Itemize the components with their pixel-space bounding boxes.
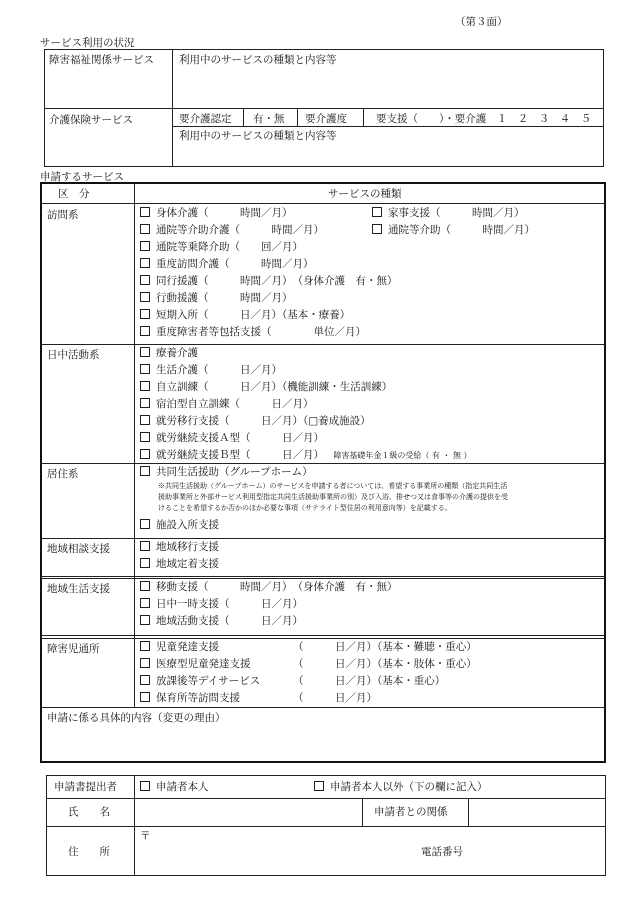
visit-row: 身体介護（ 時間／月） 家事支援（ 時間／月） (140, 205, 398, 222)
checkbox[interactable] (140, 781, 150, 791)
submitter-other-option[interactable]: 申請者本人以外（下の欄に記入） (314, 780, 488, 794)
care-level-value[interactable]: 要支援（ ）・要介護 １ ２ ３ ４ ５ (376, 113, 592, 125)
relation-label: 申請者との関係 (374, 806, 448, 818)
usage-status-title: サービス利用の状況 (40, 37, 135, 49)
change-reason-field[interactable] (42, 726, 604, 761)
day-row: 自立訓練（ 日／月）（機能訓練・生活訓練） (140, 379, 472, 396)
welfare-content-label: 利用中のサービスの種類と内容等 (179, 54, 337, 66)
visit-services (140, 205, 535, 341)
checkbox[interactable] (314, 781, 324, 791)
day-row: 就労継続支援Ｂ型（ 日／月） 障害基礎年金１級の受給（ 有 ・ 無 ） (140, 447, 472, 464)
category-residence: 居住系 (47, 468, 79, 480)
day-services (140, 345, 472, 464)
page-label: （第３面） (455, 16, 508, 28)
checkbox[interactable] (140, 207, 150, 217)
checkbox[interactable] (140, 598, 150, 608)
category-child-daycare: 障害児通所 (47, 643, 100, 655)
pension-note: 障害基礎年金１級の受給（ 有 ・ 無 ） (333, 451, 472, 460)
checkbox[interactable] (140, 292, 150, 302)
checkbox[interactable] (140, 641, 150, 651)
care-content-field[interactable] (173, 144, 603, 166)
care-service-label: 介護保険サービス (49, 114, 133, 126)
child-row: 医療型児童発達支援 （ 日／月）（基本・肢体・重心） (140, 656, 600, 673)
category-visit: 訪問系 (47, 209, 79, 221)
day-row: 療養介護 (140, 345, 472, 362)
header-category: 区 分 (58, 188, 90, 200)
address-field[interactable] (150, 828, 370, 874)
welfare-service-label: 障害福祉関係サービス (49, 54, 154, 66)
care-content-label: 利用中のサービスの種類と内容等 (179, 130, 337, 142)
consult-row: 地域移行支援 (140, 539, 219, 556)
category-day-activity: 日中活動系 (47, 349, 100, 361)
care-cert-value[interactable]: 有・無 (253, 113, 285, 125)
welfare-content-field[interactable] (173, 68, 603, 107)
applied-services-title: 申請するサービス (40, 171, 124, 183)
checkbox[interactable] (140, 398, 150, 408)
group-home-note-1: ※共同生活援助（グループホーム）のサービスを申請する者については、希望する事業所の種類（指定共同生活 (158, 482, 508, 490)
change-reason-label: 申請に係る具体的内容（変更の理由） (47, 712, 226, 724)
visit-row: 通院等乗降介助（ 回／月） (140, 239, 398, 256)
phone-field[interactable] (470, 840, 600, 864)
child-row: 児童発達支援 （ 日／月）（基本・難聴・重心） (140, 639, 600, 656)
phone-label: 電話番号 (421, 846, 463, 858)
residence-services (140, 464, 508, 534)
checkbox[interactable] (140, 258, 150, 268)
checkbox[interactable] (140, 675, 150, 685)
consult-services (140, 539, 219, 573)
day-row: 宿泊型自立訓練（ 日／月） (140, 396, 472, 413)
checkbox[interactable] (140, 558, 150, 568)
day-row: 就労移行支援（ 日／月）（□養成施設） (140, 413, 472, 430)
checkbox[interactable] (140, 309, 150, 319)
group-home-note-3: けることを希望するか否かのほか必要な事項（サテライト型住居の利用意向等）を記載する。 (158, 504, 452, 512)
checkbox[interactable] (140, 241, 150, 251)
checkbox[interactable] (140, 692, 150, 702)
group-home-note-2: 援助事業所と外部サービス利用型指定共同生活援助事業所の別）及び入浴、排せつ又は食事等の介護の提供を受 (158, 493, 508, 501)
visit-row: 行動援護（ 時間／月） (140, 290, 398, 307)
relation-field[interactable] (469, 799, 605, 825)
community-services (140, 579, 398, 630)
postal-mark: 〒 (140, 830, 151, 842)
category-community-life: 地域生活支援 (47, 583, 110, 595)
address-label: 住 所 (68, 846, 110, 858)
child-services (140, 639, 600, 707)
checkbox[interactable] (140, 381, 150, 391)
checkbox[interactable] (140, 275, 150, 285)
name-label: 氏 名 (68, 806, 110, 818)
visit-row: 重度訪問介護（ 時間／月） (140, 256, 398, 273)
checkbox[interactable] (372, 207, 382, 217)
care-cert-label: 要介護認定 (179, 113, 232, 125)
checkbox[interactable] (140, 466, 150, 476)
header-service-type: サービスの種類 (328, 188, 402, 200)
checkbox[interactable] (140, 347, 150, 357)
child-row: 保育所等訪問支援 （ 日／月） (140, 690, 600, 707)
visit-row: 通院等介助介護（ 時間／月） 通院等介助（ 時間／月） (140, 222, 398, 239)
residence-row: 共同生活援助（グループホーム） (140, 464, 508, 481)
care-level-label: 要介護度 (305, 113, 347, 125)
visit-row: 同行援護（ 時間／月） （身体介護 有・無） (140, 273, 398, 290)
checkbox[interactable] (140, 432, 150, 442)
checkbox[interactable] (140, 519, 150, 529)
checkbox[interactable] (140, 658, 150, 668)
checkbox[interactable] (140, 449, 150, 459)
name-field[interactable] (135, 799, 361, 825)
community-row: 移動支援（ 時間／月） （身体介護 有・無） (140, 579, 398, 596)
checkbox[interactable] (140, 615, 150, 625)
consult-row: 地域定着支援 (140, 556, 219, 573)
visit-row: 短期入所（ 日／月）（基本・療養） (140, 307, 398, 324)
day-row: 生活介護（ 日／月） (140, 362, 472, 379)
checkbox[interactable] (140, 224, 150, 234)
visit-row: 重度障害者等包括支援（ 単位／月） (140, 324, 398, 341)
submitter-self-option[interactable]: 申請者本人 (140, 780, 209, 794)
child-row: 放課後等デイサービス （ 日／月）（基本・重心） (140, 673, 600, 690)
submitter-label: 申請書提出者 (54, 781, 117, 793)
community-row: 日中一時支援（ 日／月） (140, 596, 398, 613)
checkbox[interactable] (140, 364, 150, 374)
checkbox[interactable] (140, 541, 150, 551)
day-row: 就労継続支援Ａ型（ 日／月） (140, 430, 472, 447)
checkbox[interactable] (140, 581, 150, 591)
checkbox[interactable] (372, 224, 382, 234)
community-row: 地域活動支援（ 日／月） (140, 613, 398, 630)
checkbox[interactable] (140, 326, 150, 336)
category-community-consult: 地域相談支援 (47, 543, 110, 555)
residence-row: 施設入所支援 (140, 517, 508, 534)
checkbox[interactable] (140, 415, 150, 425)
